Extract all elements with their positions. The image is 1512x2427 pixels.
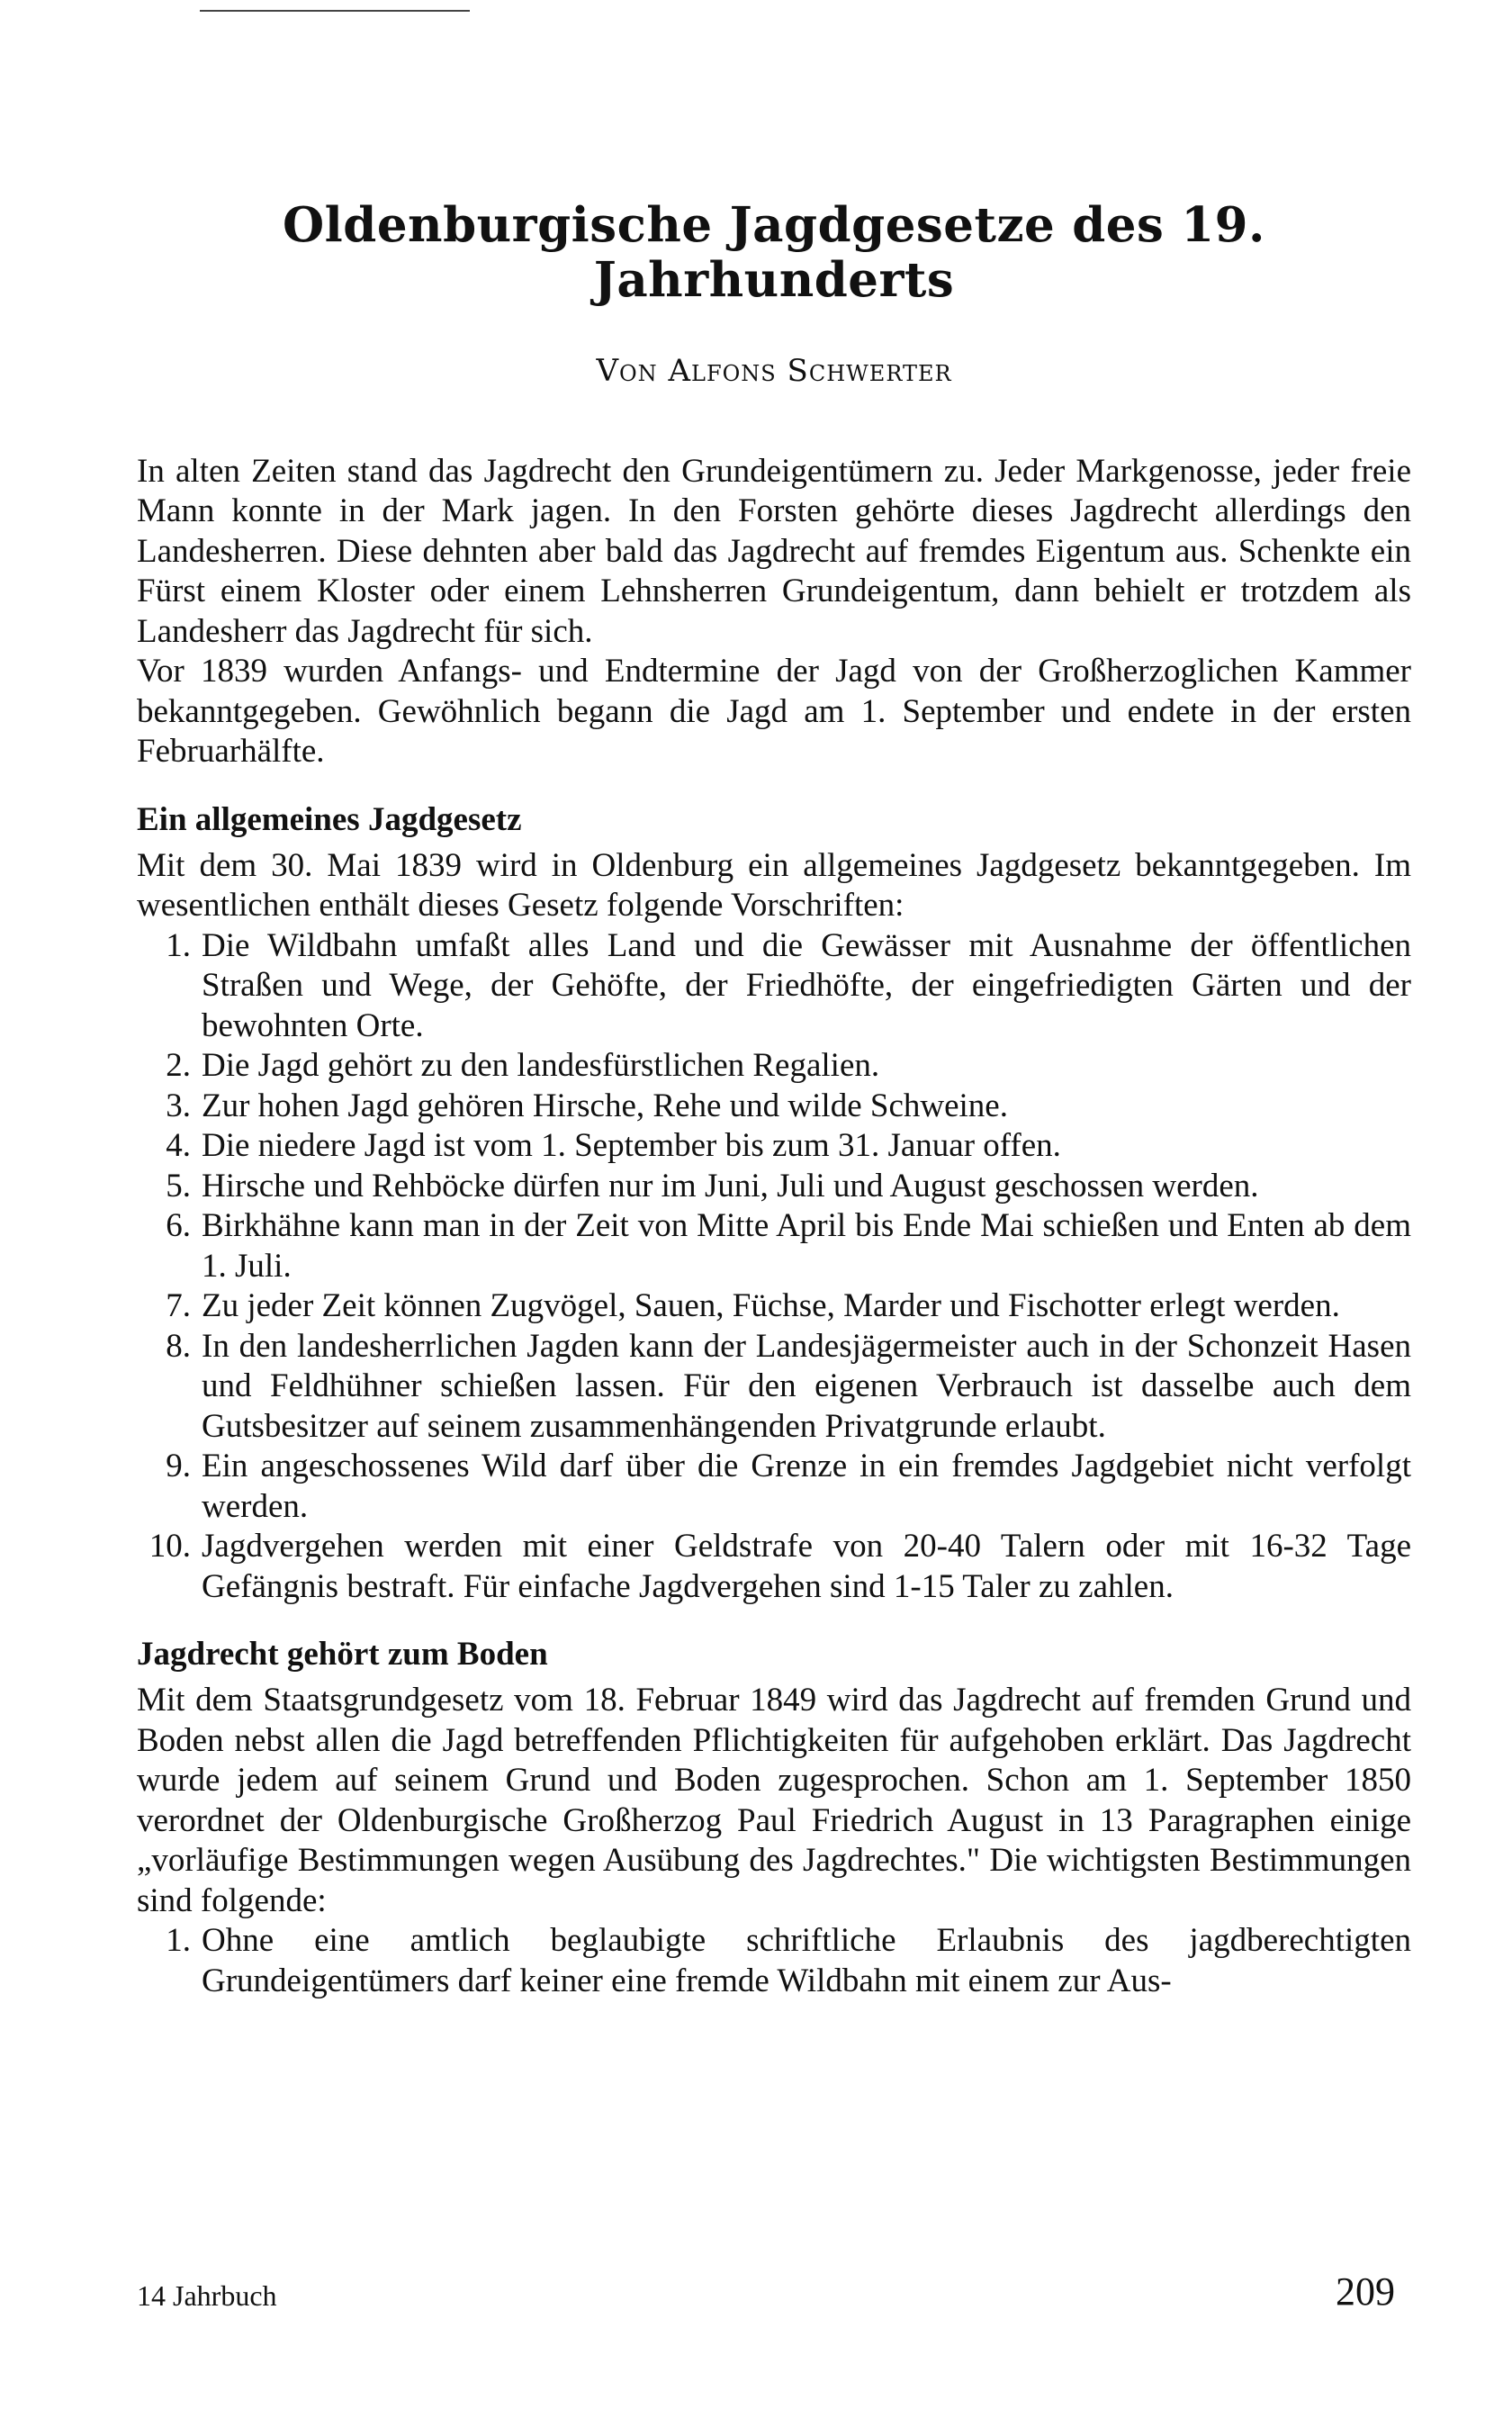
list-item [137,1087,1411,1127]
list-text: Birkhähne kann man in der Zeit von Mitte April bis Ende Mai schießen und Enten ab dem 1. Juli. [202,1207,1411,1285]
list-item [137,1126,1411,1167]
list-number: 8. [166,1327,191,1365]
list-item [137,1206,1411,1286]
list-item [137,1327,1411,1448]
top-rule [200,10,470,12]
list-number: 10. [148,1528,191,1565]
list-item [137,1527,1411,1607]
list-item [137,1921,1411,2001]
list-text: In den landesherrlichen Jagden kann der Landesjägermeister auch in der Schonzeit Hasen und Feldhühner schießen lassen. Für den eigenen Verbrauch ist dasselbe auch dem Gutsbesitzer auf seinem zusammenhängenden Privatgrunde erlaubt. [202,1327,1411,1445]
list-text: Die Jagd gehört zu den landesfürstlichen Regalien. [202,1047,880,1085]
byline: Von Alfons Schwerter [596,352,952,389]
list-number: 4. [166,1127,191,1165]
list-text: Ohne eine amtlich beglaubigte schriftliche Erlaubnis des jagdberechtigten Grundeigentümers darf keiner eine fremde Wildbahn mit einem zur Aus- [202,1922,1411,1999]
section2-list [137,1921,1411,2001]
intro-paragraph-1: In alten Zeiten stand das Jagdrecht den Grundeigentümern zu. Jeder Markgenosse, jeder freie Mann konnte in der Mark jagen. In den Forsten gehörte dieses Jagdrecht allerdings den Landesherren. Diese dehnten aber bald das Jagdrecht auf fremdes Eigentum aus. Schenkte ein Fürst einem Kloster oder einem Lehnsherren Grundeigentum, dann behielt er trotzdem als Landesherr das Jagdrecht für sich. [137,452,1411,650]
list-number: 7. [166,1287,191,1325]
list-text: Die niedere Jagd ist vom 1. September bis zum 31. Januar offen. [202,1127,1061,1165]
list-text: Jagdvergehen werden mit einer Geldstrafe von 20-40 Talern oder mit 16-32 Tage Gefängnis bestraft. Für einfache Jagdvergehen sind 1-15 Taler zu zahlen. [202,1528,1411,1605]
list-number: 1. [166,1922,191,1960]
section2-paragraph: Mit dem Staatsgrundgesetz vom 18. Februar 1849 wird das Jagdrecht auf fremden Grund und Boden nebst allen die Jagd betreffenden Pflichtigkeiten für aufgehoben erklärt. Das Jagdrecht wurde jedem auf seinem Grund und Boden zugesprochen. Schon am 1. September 1850 verordnet der Oldenburgische Großherzog Paul Friedrich August in 13 Paragraphen einige „vorläufige Bestimmungen wegen Ausübung des Jagdrechtes." Die wichtigsten Bestimmungen sind folgende: [137,1682,1411,1919]
list-number: 2. [166,1047,191,1085]
list-number: 5. [166,1167,191,1204]
list-item [137,926,1411,1047]
list-number: 6. [166,1207,191,1245]
list-text: Zu jeder Zeit können Zugvögel, Sauen, Füchse, Marder und Fischotter erlegt werden. [202,1287,1340,1325]
list-text: Zur hohen Jagd gehören Hirsche, Rehe und wilde Schweine. [202,1087,1008,1124]
article-title: Oldenburgische Jagdgesetze des 19. Jahrhunderts [282,197,1266,308]
page-number: 209 [1336,2269,1395,2314]
article-body [137,452,1411,2002]
footer-signature: 14 Jahrbuch [137,2279,277,2312]
list-text: Hirsche und Rehböcke dürfen nur im Juni, Juli und August geschossen werden. [202,1167,1259,1204]
list-text: Ein angeschossenes Wild darf über die Grenze in ein fremdes Jagdgebiet nicht verfolgt werden. [202,1448,1411,1525]
list-number: 1. [166,926,191,964]
list-text: Die Wildbahn umfaßt alles Land und die Gewässer mit Ausnahme der öffentlichen Straßen und Wege, der Gehöfte, der Friedhöfte, der eingefriedigten Gärten und der bewohnten Orte. [202,926,1411,1044]
section1-paragraph: Mit dem 30. Mai 1839 wird in Oldenburg ein allgemeines Jagdgesetz bekanntgegeben. Im wesentlichen enthält dieses Gesetz folgende Vorschriften: [137,846,1411,925]
list-number: 9. [166,1448,191,1485]
list-item [137,1447,1411,1527]
list-number: 3. [166,1087,191,1124]
intro-paragraph-2: Vor 1839 wurden Anfangs- und Endtermine der Jagd von der Großherzoglichen Kammer bekanntgegeben. Gewöhnlich begann die Jagd am 1. September und endete in der ersten Februarhälfte. [137,653,1411,771]
section-heading-1: Ein allgemeines Jagdgesetz [137,800,522,838]
list-item [137,1046,1411,1087]
article [137,198,1411,2001]
list-item [137,1167,1411,1207]
section1-list [137,926,1411,1608]
section-heading-2: Jagdrecht gehört zum Boden [137,1636,548,1674]
list-item [137,1286,1411,1327]
